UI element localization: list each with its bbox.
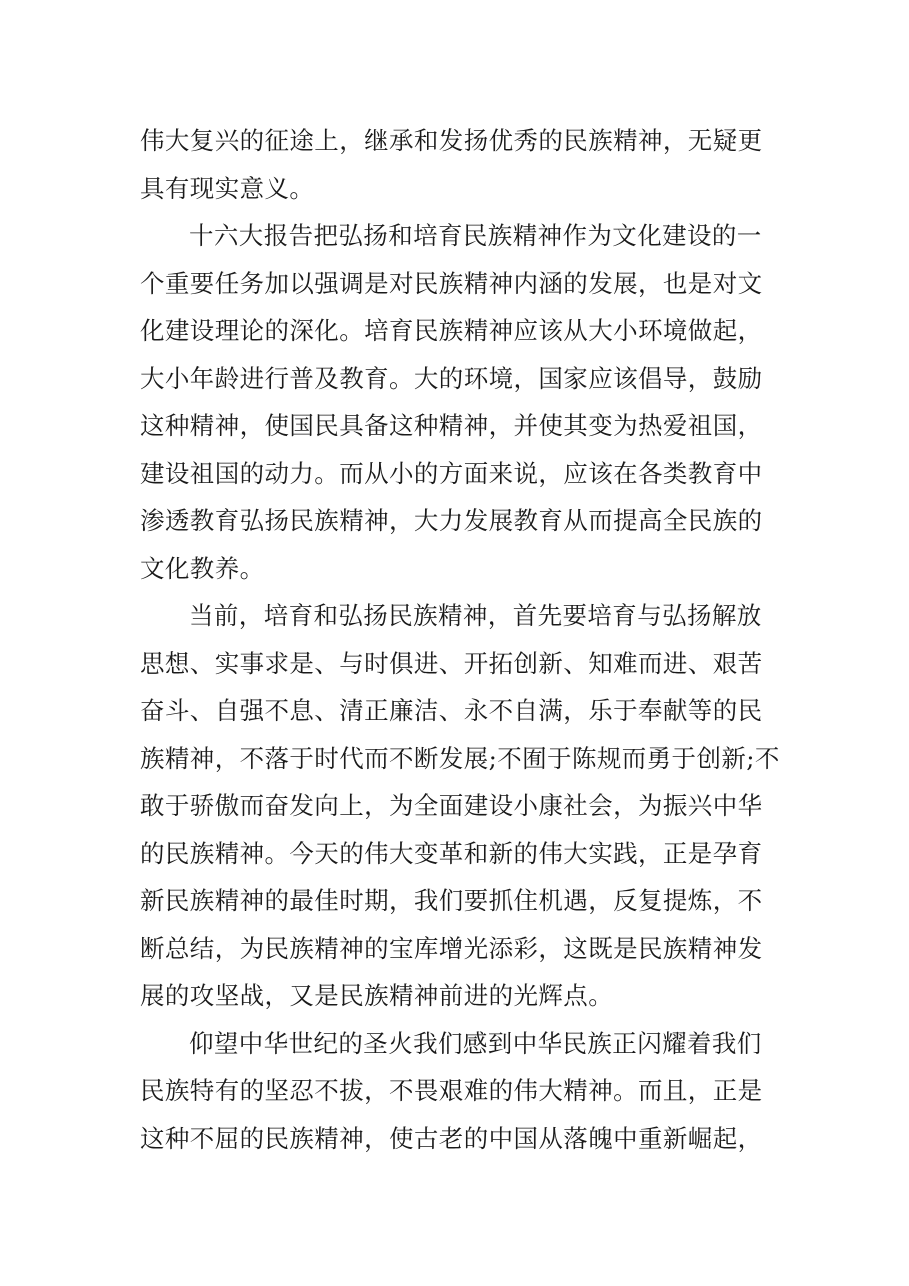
paragraph-first-line: 仰望中华世纪的圣火我们感到中华民族正闪耀着我们 (189, 1028, 762, 1058)
paragraph-first-line: 当前，培育和弘扬民族精神，首先要培育与弘扬解放 (189, 601, 762, 630)
text-line: 展的攻坚战，又是民族精神前进的光辉点。 (140, 981, 614, 1010)
text-line: 文化教养。 (140, 553, 265, 583)
text-line: 大小年龄进行普及教育。大的环境，国家应该倡导，鼓励 (140, 363, 763, 393)
text-line: 这种精神，使国民具备这种精神，并使其变为热爱祖国， (140, 411, 763, 440)
text-line: 这种不屈的民族精神，使古老的中国从落魄中重新崛起， (140, 1123, 763, 1153)
text-line: 建设祖国的动力。而从小的方面来说，应该在各类教育中 (140, 458, 763, 488)
text-line: 民族特有的坚忍不拔，不畏艰难的伟大精神。而且，正是 (140, 1076, 763, 1105)
text-line: 新民族精神的最佳时期，我们要抓住机遇，反复提炼，不 (140, 886, 763, 915)
text-line: 断总结，为民族精神的宝库增光添彩，这既是民族精神发 (140, 933, 763, 963)
text-line: 思想、实事求是、与时俱进、开拓创新、知难而进、艰苦 (140, 648, 763, 678)
text-line: 奋斗、自强不息、清正廉洁、永不自满，乐于奉献等的民 (140, 696, 763, 725)
text-line: 渗透教育弘扬民族精神，大力发展教育从而提高全民族的 (140, 506, 763, 535)
text-line: 具有现实意义。 (140, 173, 315, 203)
body-text (140, 117, 780, 1162)
text-line: 化建设理论的深化。培育民族精神应该从大小环境做起， (140, 316, 763, 345)
text-line: 敢于骄傲而奋发向上，为全面建设小康社会，为振兴中华 (140, 791, 763, 820)
text-line: 伟大复兴的征途上，继承和发扬优秀的民族精神，无疑更 (140, 126, 763, 155)
paragraph-first-line: 十六大报告把弘扬和培育民族精神作为文化建设的一 (189, 221, 762, 250)
text-line: 族精神，不落于时代而不断发展;不囿于陈规而勇于创新;不 (140, 743, 780, 773)
text-line: 个重要任务加以强调是对民族精神内涵的发展，也是对文 (140, 268, 763, 298)
text-line: 的民族精神。今天的伟大变革和新的伟大实践，正是孕育 (140, 838, 763, 868)
